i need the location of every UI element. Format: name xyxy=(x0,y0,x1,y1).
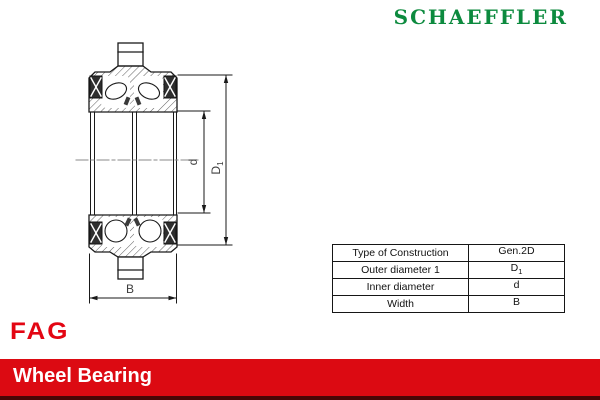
seal-top-left xyxy=(90,76,102,98)
dimension-inner-diameter xyxy=(178,111,210,213)
spec-label: Inner diameter xyxy=(333,279,469,296)
inner-diameter-label: d xyxy=(186,158,200,166)
spec-row-outer-diameter xyxy=(333,262,565,279)
outer-diameter-subscript: 1 xyxy=(216,161,225,166)
fag-logo: FAG xyxy=(10,317,70,345)
spec-value-text: Gen.2D xyxy=(498,245,535,257)
ball xyxy=(105,220,127,242)
spec-value xyxy=(469,296,565,313)
footer-bar xyxy=(0,359,600,400)
spec-value-text: d xyxy=(513,279,520,292)
arrow-right xyxy=(169,296,177,300)
spec-row-type xyxy=(333,245,565,262)
spec-label: Outer diameter 1 xyxy=(333,262,469,279)
hub-sleeve xyxy=(91,112,177,215)
spec-row-inner-diameter xyxy=(333,279,565,296)
spec-label: Type of Construction xyxy=(333,245,469,262)
schaeffler-logo: SCHAEFFLER xyxy=(393,5,568,29)
spec-value xyxy=(469,279,565,296)
page-title: Wheel Bearing xyxy=(13,365,152,387)
flange-stub-bottom xyxy=(118,257,143,279)
spec-value-text: B xyxy=(512,296,520,309)
outer-ring-bottom xyxy=(89,215,177,257)
spec-value xyxy=(469,245,565,262)
arrow-up xyxy=(202,111,206,119)
spec-row-width xyxy=(333,296,565,313)
arrow-down xyxy=(202,205,206,213)
seal-bottom-left xyxy=(90,222,102,244)
spec-table xyxy=(332,244,565,313)
width-label: B xyxy=(125,282,135,296)
arrow-left xyxy=(90,296,98,300)
outer-ring-top xyxy=(89,66,177,112)
arrow-up xyxy=(224,75,228,83)
spec-value-subscript: 1 xyxy=(518,267,523,277)
outer-diameter-letter: D xyxy=(209,165,223,175)
seal-top-right xyxy=(164,76,176,98)
outer-diameter-label xyxy=(209,161,225,175)
spec-label: Width xyxy=(333,296,469,313)
ball xyxy=(139,220,161,242)
spec-value-text: D xyxy=(510,262,519,275)
flange-stub-top xyxy=(118,43,143,66)
seal-bottom-right xyxy=(164,222,176,244)
spec-value xyxy=(469,262,565,279)
arrow-down xyxy=(224,237,228,245)
